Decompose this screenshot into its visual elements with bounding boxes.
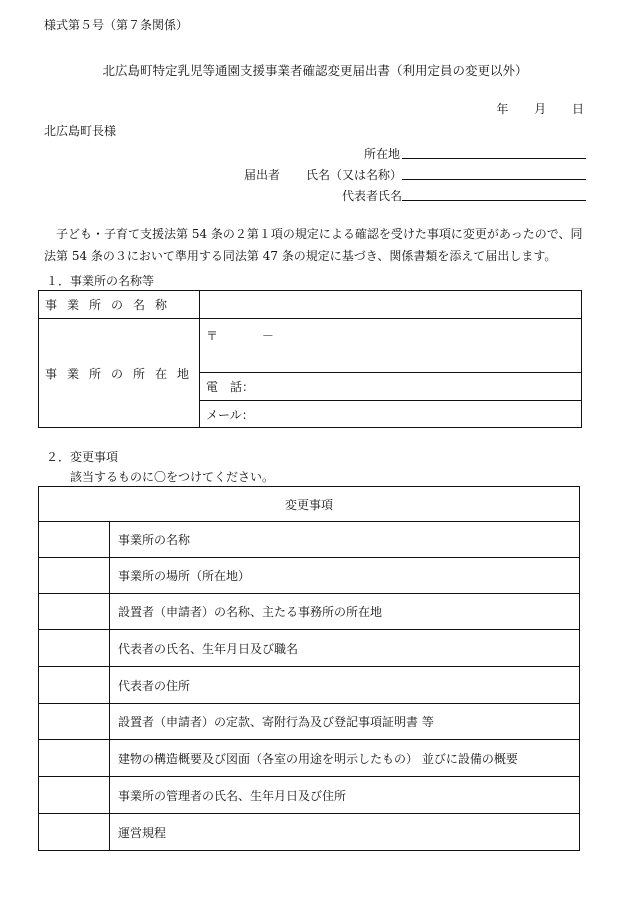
mark-cell[interactable]	[39, 558, 110, 594]
location-field[interactable]	[402, 158, 586, 159]
table-row: 設置者（申請者）の名称、主たる事務所の所在地	[110, 594, 580, 630]
form-number: 様式第５号（第７条関係）	[44, 18, 189, 32]
table-row: 運営規程	[110, 814, 580, 851]
table-row: 代表者の氏名、生年月日及び職名	[110, 630, 580, 667]
email-label: メール：	[206, 407, 254, 422]
table-row: 事業所の管理者の氏名、生年月日及び住所	[110, 777, 580, 814]
mark-cell[interactable]	[39, 814, 110, 851]
document-title: 北広島町特定乳児等通園支援事業者確認変更届出書（利用定員の変更以外）	[102, 63, 528, 78]
mark-cell[interactable]	[39, 667, 110, 704]
section2-instruction: 該当するものに〇をつけてください。	[70, 470, 275, 484]
email-field[interactable]	[200, 401, 582, 428]
postal-mark: 〒	[206, 329, 219, 343]
addressee: 北広島町長様	[44, 124, 117, 138]
body-text: 子ども・子育て支援法第 54 条の２第１項の規定による確認を受けた事項に変更があったので、同法第 54 条の３において準用する同法第 47 条の規定に基づき、関係書類を添えて届出します。	[44, 227, 583, 263]
mark-cell[interactable]	[39, 704, 110, 740]
table-header: 変更事項	[39, 487, 580, 522]
facility-address-label: 事業所の所在地	[39, 319, 200, 428]
section2-heading: ２．変更事項	[46, 450, 119, 464]
mark-cell[interactable]	[39, 740, 110, 777]
mark-cell[interactable]	[39, 594, 110, 630]
mark-cell[interactable]	[39, 522, 110, 558]
notifier-label: 届出者	[244, 168, 281, 182]
phone-label: 電 話：	[206, 380, 255, 394]
mark-cell[interactable]	[39, 777, 110, 814]
name-label: 氏名（又は名称）	[306, 168, 403, 182]
facility-name-label: 事業所の名称	[39, 291, 200, 319]
facility-name-field[interactable]	[200, 291, 582, 319]
postal-field[interactable]	[200, 319, 582, 373]
mark-cell[interactable]	[39, 630, 110, 667]
representative-field[interactable]	[402, 200, 586, 201]
postal-dash: －	[261, 329, 274, 343]
representative-label: 代表者氏名	[342, 189, 403, 203]
table-row: 代表者の住所	[110, 667, 580, 704]
section1-heading: １．事業所の名称等	[46, 274, 155, 288]
name-field[interactable]	[402, 179, 586, 180]
date-line: 年 月 日	[496, 102, 584, 116]
table-row: 設置者（申請者）の定款、寄附行為及び登記事項証明書 等	[110, 704, 580, 740]
phone-field[interactable]	[200, 373, 582, 401]
table-row: 事業所の名称	[110, 522, 580, 558]
facility-info-table	[38, 290, 582, 428]
location-label: 所在地	[364, 147, 401, 161]
table-row: 建物の構造概要及び図面（各室の用途を明示したもの） 並びに設備の概要	[110, 740, 580, 777]
change-items-table	[38, 486, 580, 851]
table-row: 事業所の場所（所在地）	[110, 558, 580, 594]
